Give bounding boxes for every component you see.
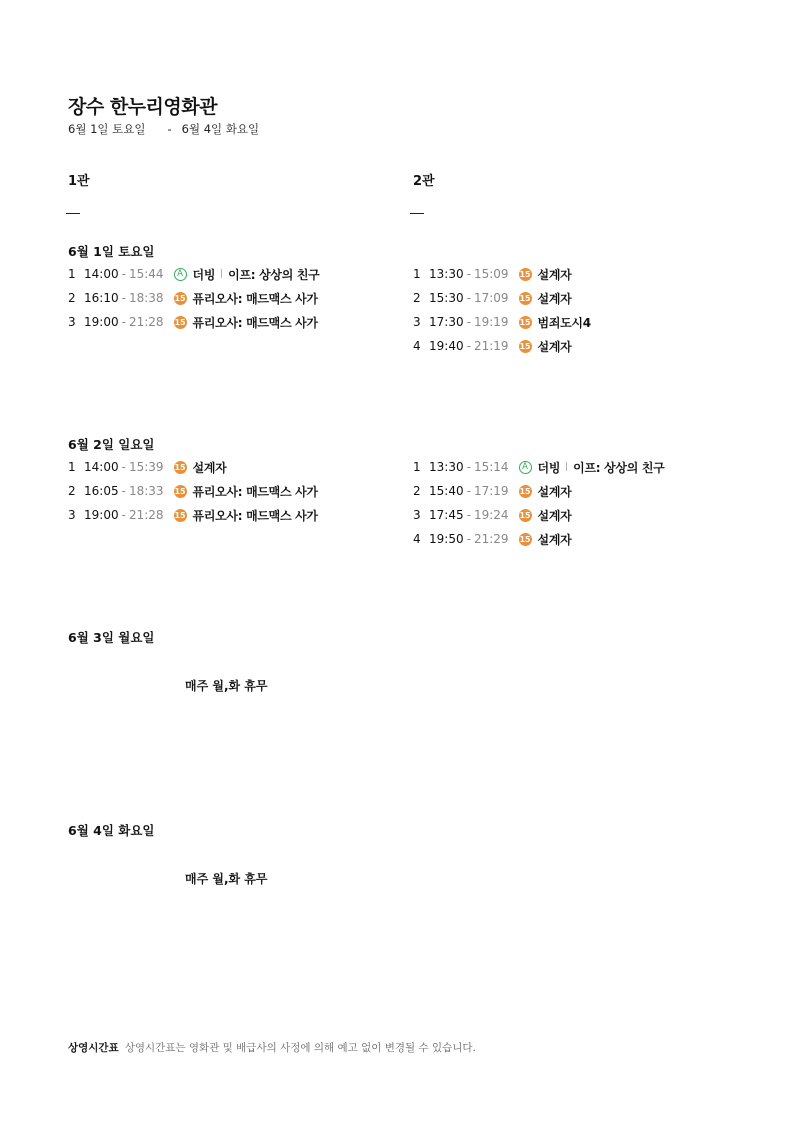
end-time: 21:28 — [128, 315, 164, 329]
cinema-title: 장수 한누리영화관 — [68, 96, 217, 118]
end-time: 18:33 — [128, 484, 164, 498]
end-time: 21:19 — [473, 339, 509, 353]
showtime-row — [68, 506, 318, 524]
showtime-row — [413, 530, 571, 548]
footer-label: 상영시간표 — [68, 1042, 119, 1054]
day-heading: 6월 3일 월요일 — [68, 630, 155, 645]
date-range-separator: - — [167, 122, 172, 136]
showtime-row — [68, 458, 226, 476]
date-range — [68, 121, 259, 137]
start-time: 17:45 — [429, 508, 464, 522]
start-time: 13:30 — [429, 267, 464, 281]
end-time: 15:14 — [473, 460, 509, 474]
rating-15-icon: 15 — [174, 462, 186, 472]
start-time: 16:10 — [84, 291, 119, 305]
end-time: 21:28 — [128, 508, 164, 522]
movie-title: 설계자 — [537, 267, 572, 282]
start-time: 14:00 — [84, 460, 119, 474]
time-separator: - — [121, 508, 126, 522]
time-separator: - — [466, 460, 471, 474]
showtime-row — [413, 337, 571, 355]
movie-title: 퓨리오사: 매드맥스 사가 — [192, 508, 318, 523]
closed-notice: 매주 월,화 휴무 — [185, 679, 268, 693]
rating-15-icon: 15 — [519, 317, 531, 327]
time-separator: - — [121, 484, 126, 498]
day-heading: 6월 4일 화요일 — [68, 823, 155, 838]
start-time: 19:00 — [84, 315, 119, 329]
footer — [68, 1040, 476, 1055]
start-time: 13:30 — [429, 460, 464, 474]
rating-15-icon: 15 — [519, 510, 531, 520]
time-separator: - — [466, 339, 471, 353]
format-divider: | — [565, 462, 569, 472]
start-time: 14:00 — [84, 267, 119, 281]
movie-title: 설계자 — [537, 339, 572, 354]
showtime-number: 4 — [413, 532, 421, 546]
rating-all-icon: A — [174, 268, 187, 281]
end-time: 19:24 — [473, 508, 509, 522]
showtime-number: 2 — [413, 291, 421, 305]
movie-title: 퓨리오사: 매드맥스 사가 — [192, 484, 318, 499]
day-heading: 6월 2일 일요일 — [68, 437, 155, 452]
end-time: 21:29 — [473, 532, 509, 546]
screen-2-divider — [410, 213, 424, 214]
rating-15-icon: 15 — [519, 486, 531, 496]
movie-title: 설계자 — [537, 291, 572, 306]
showtime-number: 3 — [413, 315, 421, 329]
time-separator: - — [466, 291, 471, 305]
screen-1-divider — [66, 213, 80, 214]
time-separator: - — [121, 291, 126, 305]
end-time: 17:19 — [473, 484, 509, 498]
showtime-row — [413, 506, 571, 524]
movie-title: 퓨리오사: 매드맥스 사가 — [192, 315, 318, 330]
rating-15-icon: 15 — [174, 317, 186, 327]
showtime-number: 2 — [68, 484, 76, 498]
rating-15-icon: 15 — [519, 341, 531, 351]
showtime-number: 3 — [68, 508, 76, 522]
time-separator: - — [466, 484, 471, 498]
day-heading: 6월 1일 토요일 — [68, 244, 155, 259]
screen-2-heading: 2관 — [413, 174, 435, 189]
movie-title: 설계자 — [537, 484, 572, 499]
start-time: 19:50 — [429, 532, 464, 546]
start-time: 16:05 — [84, 484, 119, 498]
end-time: 15:39 — [128, 460, 164, 474]
time-separator: - — [121, 460, 126, 474]
movie-title: 범죄도시4 — [537, 315, 591, 330]
movie-title: 이프: 상상의 친구 — [573, 460, 665, 475]
time-separator: - — [121, 315, 126, 329]
time-separator: - — [466, 315, 471, 329]
start-time: 19:40 — [429, 339, 464, 353]
showtime-number: 2 — [413, 484, 421, 498]
showtime-number: 1 — [413, 267, 421, 281]
showtime-number: 2 — [68, 291, 76, 305]
showtime-row — [413, 482, 571, 500]
start-time: 19:00 — [84, 508, 119, 522]
time-separator: - — [466, 508, 471, 522]
rating-15-icon: 15 — [174, 486, 186, 496]
showtime-row — [413, 458, 664, 476]
time-separator: - — [121, 267, 126, 281]
date-range-start: 6월 1일 토요일 — [68, 122, 146, 136]
rating-15-icon: 15 — [519, 269, 531, 279]
closed-notice: 매주 월,화 휴무 — [185, 872, 268, 886]
rating-15-icon: 15 — [174, 510, 186, 520]
movie-title: 이프: 상상의 친구 — [228, 267, 320, 282]
showtime-number: 1 — [68, 460, 76, 474]
end-time: 17:09 — [473, 291, 509, 305]
end-time: 15:44 — [128, 267, 164, 281]
start-time: 17:30 — [429, 315, 464, 329]
showtime-row — [68, 313, 318, 331]
showtime-number: 1 — [68, 267, 76, 281]
movie-title: 퓨리오사: 매드맥스 사가 — [192, 291, 318, 306]
end-time: 15:09 — [473, 267, 509, 281]
showtime-row — [68, 482, 318, 500]
showtime-row — [413, 289, 571, 307]
footer-note: 상영시간표는 영화관 및 배급사의 사정에 의해 예고 없이 변경될 수 있습니다. — [124, 1042, 476, 1054]
rating-15-icon: 15 — [519, 293, 531, 303]
format-divider: | — [220, 269, 224, 279]
end-time: 19:19 — [473, 315, 509, 329]
showtime-number: 3 — [413, 508, 421, 522]
end-time: 18:38 — [128, 291, 164, 305]
showtime-number: 4 — [413, 339, 421, 353]
showtime-row — [68, 289, 318, 307]
time-separator: - — [466, 267, 471, 281]
movie-title: 설계자 — [537, 508, 572, 523]
screen-1-heading: 1관 — [68, 174, 90, 189]
start-time: 15:40 — [429, 484, 464, 498]
format-label: 더빙 — [537, 460, 561, 475]
rating-15-icon: 15 — [519, 534, 531, 544]
format-label: 더빙 — [192, 267, 216, 282]
showtime-row — [68, 265, 319, 283]
showtime-row — [413, 313, 591, 331]
showtime-number: 3 — [68, 315, 76, 329]
showtime-row — [413, 265, 571, 283]
showtime-number: 1 — [413, 460, 421, 474]
rating-all-icon: A — [519, 461, 532, 474]
date-range-end: 6월 4일 화요일 — [181, 122, 260, 136]
rating-15-icon: 15 — [174, 293, 186, 303]
time-separator: - — [466, 532, 471, 546]
start-time: 15:30 — [429, 291, 464, 305]
movie-title: 설계자 — [192, 460, 227, 475]
movie-title: 설계자 — [537, 532, 572, 547]
